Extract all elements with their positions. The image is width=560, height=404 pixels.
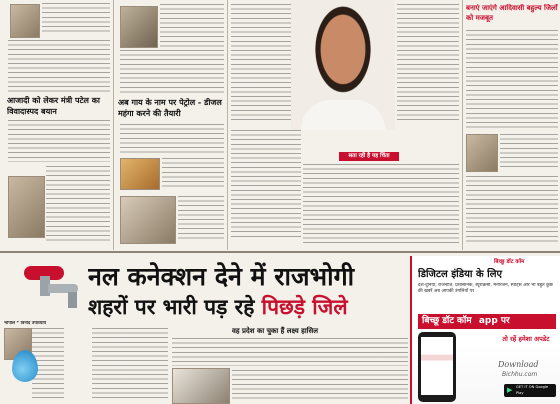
text-block	[160, 4, 224, 48]
leader-photo	[10, 4, 40, 38]
divider	[113, 0, 114, 250]
text-block	[92, 328, 168, 400]
minister-photo	[8, 176, 45, 238]
ad-brand-bar	[418, 314, 556, 329]
text-block	[397, 4, 459, 122]
main-headline-line2	[88, 292, 404, 322]
text-block	[172, 338, 408, 366]
text-block	[466, 176, 558, 244]
section-label: सता रही है यह चिंता	[339, 152, 399, 161]
text-block	[231, 130, 301, 240]
divider	[462, 0, 463, 250]
ad-site: Bichhu.com	[502, 371, 538, 378]
water-tap-graphic	[14, 258, 82, 314]
text-block	[46, 166, 110, 244]
phone-mockup	[418, 332, 456, 402]
ad-body: देश-दुनिया, राजनीति, प्रशासनिक, ब्यूरोक्रेसी, मनोरंजन, स्पोर्ट्स और भी बहुत कुछ की खबरें अब आपकी उंगलियों पर	[418, 283, 553, 294]
ad-brand-top: बिच्छू डॉट कॉम	[494, 259, 525, 265]
ad-brand-bar-text: बिच्छू डॉट कॉम	[422, 316, 472, 326]
google-play-button[interactable]	[504, 384, 556, 397]
bichhu-ad[interactable]	[410, 256, 560, 404]
play-store-icon: ▶	[507, 386, 513, 394]
cow-photo	[120, 6, 158, 48]
column-2	[116, 0, 226, 250]
headline: अब गाय के नाम पर पेट्रोल - डीजल महंगा करने की तैयारी	[118, 98, 222, 118]
right-column	[464, 0, 560, 250]
text-block	[232, 370, 408, 400]
text-block	[8, 40, 110, 92]
text-block	[42, 3, 110, 35]
text-block	[466, 30, 558, 130]
text-block	[120, 50, 224, 96]
pump-photo	[120, 196, 176, 244]
divider	[227, 0, 228, 250]
text-block	[500, 134, 558, 170]
food-photo	[120, 158, 160, 190]
main-headline-line2-part2: पिछड़े जिले	[261, 294, 348, 319]
ad-download: Download	[498, 360, 539, 369]
text-block	[162, 158, 224, 188]
water-drop-graphic	[12, 350, 38, 382]
center-column	[229, 0, 461, 250]
google-play-label: GET IT ON Google Play	[516, 385, 549, 395]
text-block	[303, 164, 459, 244]
main-headline-line1: नल कनेक्शन देने में राजभोगी	[88, 262, 355, 291]
main-headline-line2-part1: शहरों पर भारी पड़ रहे	[88, 294, 262, 319]
ad-app-line: app पर	[478, 316, 510, 326]
text-block	[178, 196, 224, 242]
bottom-divider	[0, 251, 560, 253]
headline: बनाएं जाएंगे आदिवासी बहुल्य जिलों को मजबूत	[466, 4, 558, 22]
headline: आजादी को लेकर मंत्री पटेल का विवादास्पद बयान	[7, 96, 100, 116]
byline: भोपाल * विनोद उपाध्याय	[4, 321, 47, 326]
text-block	[120, 124, 224, 154]
ad-title: डिजिटल इंडिया के लिए	[418, 269, 503, 280]
tap-photo	[172, 368, 230, 404]
sub-headline: वह प्रदेश का चुका हैं लक्ष्य हासिल	[232, 327, 318, 335]
text-block	[231, 4, 291, 122]
face-photo	[466, 134, 498, 172]
column-1	[2, 0, 112, 250]
text-block	[8, 120, 110, 162]
ad-updates: तो रहें हमेशा अपडेट	[502, 335, 550, 343]
